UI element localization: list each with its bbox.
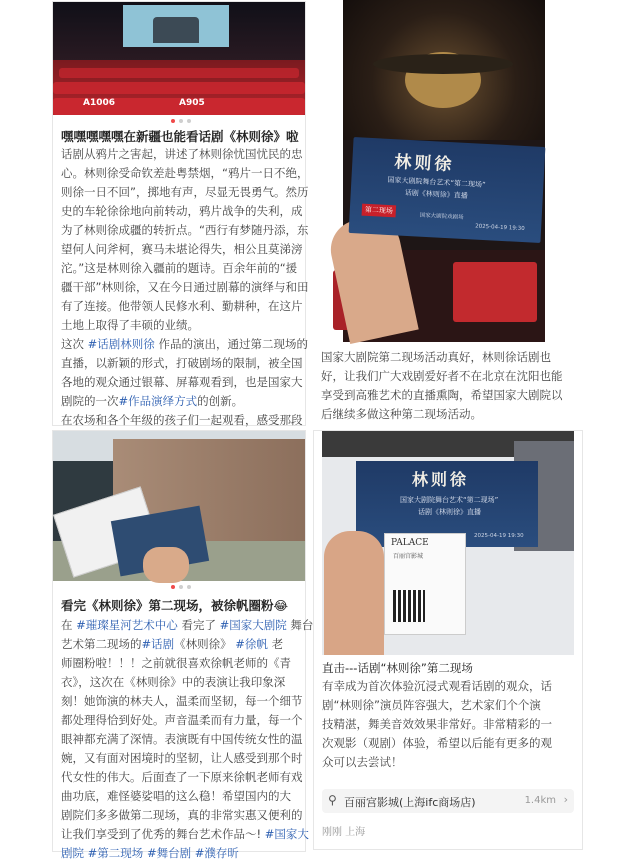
hashtag-link[interactable]: #话剧林则徐 [87, 337, 155, 351]
post-3-line: 婉，又有面对困境时的坚韧，让人感受到那个时 [61, 751, 303, 765]
post-card-3[interactable] [53, 431, 314, 860]
hashtag-link[interactable]: #第二现场 [87, 846, 144, 860]
post-3-line: 都处理得恰到好处。声音温柔而有力量，每一个 [61, 713, 303, 727]
hashtag-link[interactable]: #濮存昕 [194, 846, 239, 860]
post-1-body [61, 145, 309, 427]
post-1-line: 这次 #话剧林则徐 作品的演出，通过第二现场的 [61, 337, 308, 351]
ticket-calligraphy: 林则徐 [412, 470, 470, 489]
post-1-line: 有了连接。他带领人民修水利、勤耕种，在这片 [61, 299, 303, 313]
hand [324, 531, 384, 655]
ticket-date: 2025-04-19 19:30 [474, 223, 525, 233]
post-3-line: 刻！她饰演的林夫人，温柔而坚韧，每一个细节 [61, 694, 303, 708]
post-3-photo[interactable] [53, 431, 305, 581]
cinema-screen [123, 5, 229, 47]
location-distance: 1.4km [524, 795, 556, 806]
post-3-line: 眼神都充满了深情。表演既有中国传统女性的温 [61, 732, 303, 746]
ticket-venue: 国家大剧院戏剧场 [419, 212, 464, 221]
post-4-title[interactable]: 直击---话剧“林则徐”第二现场 [322, 661, 473, 675]
post-1-photo[interactable] [53, 2, 305, 115]
post-3-title[interactable]: 看完《林则徐》第二现场，被徐帆圈粉😂 [61, 598, 289, 613]
post-2-photo[interactable] [343, 0, 545, 342]
post-1-line: 则徐一日不回”，掷地有声，尽显无畏勇气。然历 [61, 185, 309, 199]
post-4-photo[interactable] [322, 431, 574, 655]
ticket [349, 137, 546, 243]
hashtag-link[interactable]: #国家大 [264, 827, 309, 841]
post-1-line: 沱。”这是林则徐入疆前的题诗。百余年前的“援 [61, 261, 298, 275]
post-1-line: 剧院的一次#作品演绎方式的创新。 [61, 394, 244, 408]
hashtag-link[interactable]: #徐帆 [235, 637, 268, 651]
post-1-line: 各地的观众通过银幕、屏幕观看到，也是国家大 [61, 375, 303, 389]
qr-code [393, 590, 425, 622]
seat-label-2: A905 [179, 98, 205, 108]
post-3-line: 剧院们多多做第二现场，真的非常实惠又便利的 [61, 808, 303, 822]
hashtag-link[interactable]: #作品演绎方式 [118, 394, 198, 408]
hashtag-link[interactable]: 剧院 [61, 846, 84, 860]
post-2-line: 后继续多做这种第二现场活动。 [321, 407, 482, 421]
post-1-line: 土地上取得了丰硕的业绩。 [61, 318, 199, 332]
ticket-line1: 国家大剧院舞台艺术“第二现场” [400, 496, 499, 504]
post-4-line: 技精湛，舞美音效效果非常好。非常精彩的一 [322, 717, 552, 731]
post-card-4[interactable] [314, 431, 582, 849]
post-1-line: 望何人问斧柯，赛马未堪论得失，相公且莫涕滂 [61, 242, 303, 256]
cinema-ticket [384, 533, 466, 635]
post-2-line: 好，让我们广大戏剧爱好者不在北京在沈阳也能 [321, 369, 563, 383]
post-4-body [322, 677, 576, 772]
post-3-line: 在 #璀璨星河艺术中心 看完了 #国家大剧院 舞台 [61, 618, 314, 632]
post-4-line: 众可以去尝试！ [322, 755, 403, 769]
ticket-line2: 话剧《林则徐》直播 [404, 188, 468, 201]
ticket-line1: 国家大剧院舞台艺术“第二现场” [387, 175, 486, 190]
chevron-right-icon: › [563, 793, 568, 806]
post-2-line: 国家大剧院第二现场活动真好，林则徐话剧也 [321, 350, 551, 364]
post-4-line: 剧“林则徐”演员阵容强大，艺术家们个个演 [322, 698, 541, 712]
ticket-line2: 话剧《林则徐》直播 [418, 508, 481, 516]
post-card-2[interactable] [315, 0, 577, 425]
post-1-line: 在农场和各个年级的孩子们一起观看，感受那段 [61, 413, 303, 427]
post-3-line: 艺术第二现场的#话剧《林则徐》 #徐帆 老 [61, 637, 284, 651]
ticket-stamp: 第二现场 [362, 204, 397, 218]
post-3-line: 衣》，这次在《林则徐》中的表演让我印象深 [61, 675, 286, 689]
post-4-line: 有幸成为首次体验沉浸式观看话剧的观众，话 [322, 679, 552, 693]
ticket-palace: PALACE [391, 538, 429, 548]
hashtag-link[interactable]: #璀璨星河艺术中心 [76, 618, 178, 632]
post-card-1[interactable] [53, 2, 309, 427]
location-name: 百丽宫影城(上海ifc商场店) [344, 796, 476, 809]
post-3-line [61, 844, 301, 863]
carousel-dots [171, 585, 191, 589]
post-3-body [61, 616, 314, 860]
post-1-line: 直播，以新颖的形式，打破剧场的限制，被全国 [61, 356, 303, 370]
post-3-line: 曲功底，难怪婆娑唱的这么稳！希望国内的大 [61, 789, 291, 803]
post-meta: 刚刚 上海 [322, 827, 366, 838]
seat-label-1: A1006 [83, 98, 116, 108]
ticket-calligraphy: 林则徐 [393, 152, 455, 176]
post-1-line: 话剧从鸦片之害起，讲述了林则徐忧国忧民的忠 [61, 147, 303, 161]
hashtag-link[interactable]: #国家大剧院 [219, 618, 287, 632]
post-3-line: 代女性的伟大。后面查了一下原来徐帆老师有戏 [61, 770, 303, 784]
post-2-body [321, 348, 571, 424]
post-3-line: 让我们享受到了优秀的舞台艺术作品～! #国家大 [61, 827, 309, 841]
post-1-line: 史的车轮徐徐地向前转动，鸦片战争的失利，成 [61, 204, 303, 218]
hashtag-link[interactable]: #舞台剧 [146, 846, 192, 860]
location-pin-icon: ⚲ [328, 793, 337, 807]
post-1-line: 为了林则徐成疆的转折点。“西行有梦随丹添，东 [61, 223, 309, 237]
hashtag-link[interactable]: #话剧 [141, 637, 175, 651]
ticket-palace-sub: 百丽宫影城 [393, 553, 424, 560]
post-1-title[interactable]: 嘿嘿嘿嘿嘿在新疆也能看话剧《林则徐》啦 [61, 129, 299, 144]
post-4-line: 次观影（观剧）体验，希望以后能有更多的观 [322, 736, 552, 750]
post-1-line: 心。林则徐受命钦差赴粤禁烟，“鸦片一日不绝， [61, 166, 309, 180]
location-chip[interactable] [322, 789, 574, 813]
carousel-dots [171, 119, 191, 123]
ticket-date: 2025-04-19 19:30 [474, 533, 524, 539]
post-2-line: 享受到高雅艺术的直播熏陶，希望国家大剧院以 [321, 388, 563, 402]
post-3-line: 师圈粉啦！！！之前就很喜欢徐帆老师的《青 [61, 656, 291, 670]
post-1-line: 疆干部”林则徐，又在今日通过剧幕的演绎与和田 [61, 280, 309, 294]
